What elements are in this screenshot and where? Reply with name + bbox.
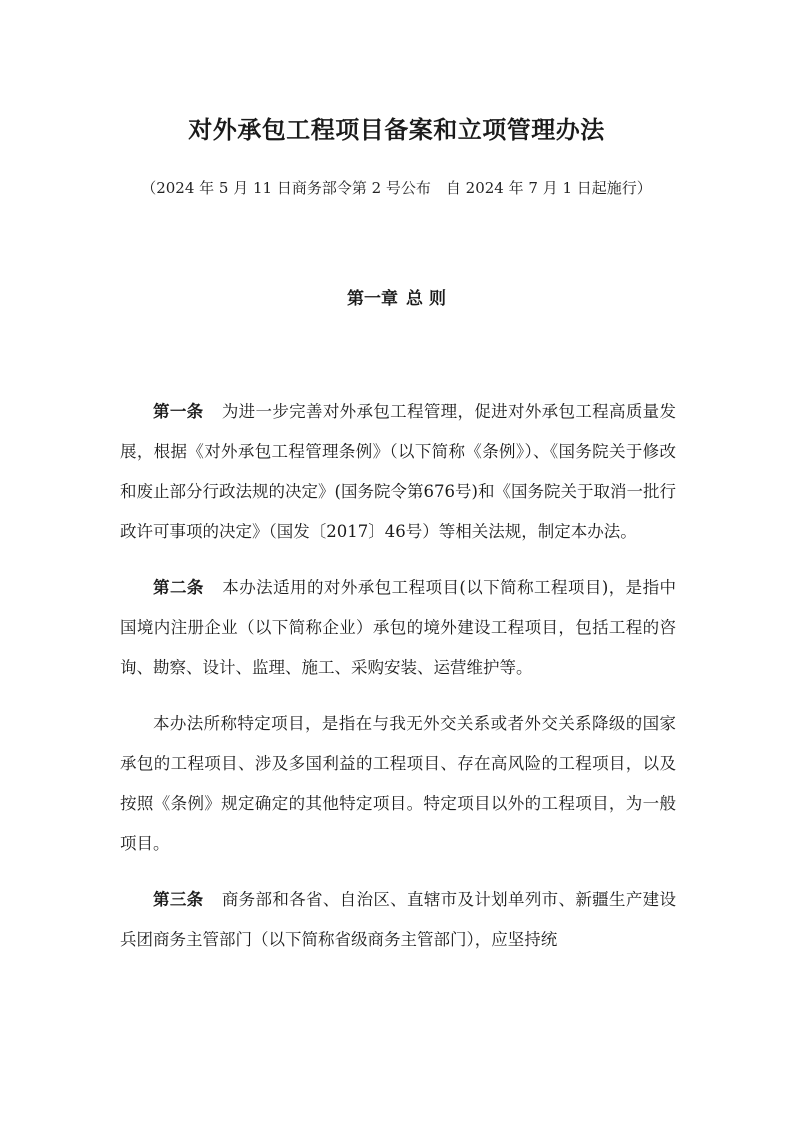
paragraph-article-3: [120, 880, 676, 960]
paragraph-text: 商务部和各省、自治区、直辖市及计划单列市、新疆生产建设兵团商务主管部门（以下简称省级商务主管部门），应坚持统: [120, 890, 676, 949]
article-label: 第二条: [153, 578, 204, 597]
paragraph-text: 为进一步完善对外承包工程管理，促进对外承包工程高质量发展，根据《对外承包工程管理条例》（以下简称《条例》）、《国务院关于修改和废止部分行政法规的决定》(国务院令第676号)和《国务院关于取消一批行政许可事项的决定》（国发〔2017〕46号）等相关法规，制定本办法。: [120, 402, 676, 541]
document-title: 对外承包工程项目备案和立项管理办法: [188, 115, 605, 144]
chapter-heading: [0, 286, 793, 312]
chapter-name: 总 则: [406, 289, 446, 309]
paragraph-article-1: [120, 392, 676, 552]
article-label: 第一条: [153, 402, 204, 421]
paragraph-article-2-cont: [120, 704, 676, 864]
document-subtitle: （2024 年 5 月 11 日商务部令第 2 号公布 自 2024 年 7 月 1 日起施行）: [141, 179, 652, 197]
paragraph-text: 本办法适用的对外承包工程项目(以下简称工程项目)，是指中国境内注册企业（以下简称企业）承包的境外建设工程项目，包括工程的咨询、勘察、设计、监理、施工、采购安装、运营维护等。: [120, 578, 677, 677]
chapter-label: 第一章: [347, 289, 399, 309]
paragraph-article-2: [120, 568, 676, 688]
document-body: [120, 392, 676, 976]
article-label: 第三条: [153, 890, 204, 909]
paragraph-text: 本办法所称特定项目，是指在与我无外交关系或者外交关系降级的国家承包的工程项目、涉及多国利益的工程项目、存在高风险的工程项目，以及按照《条例》规定确定的其他特定项目。特定项目以外的工程项目，为一般项目。: [120, 714, 676, 853]
